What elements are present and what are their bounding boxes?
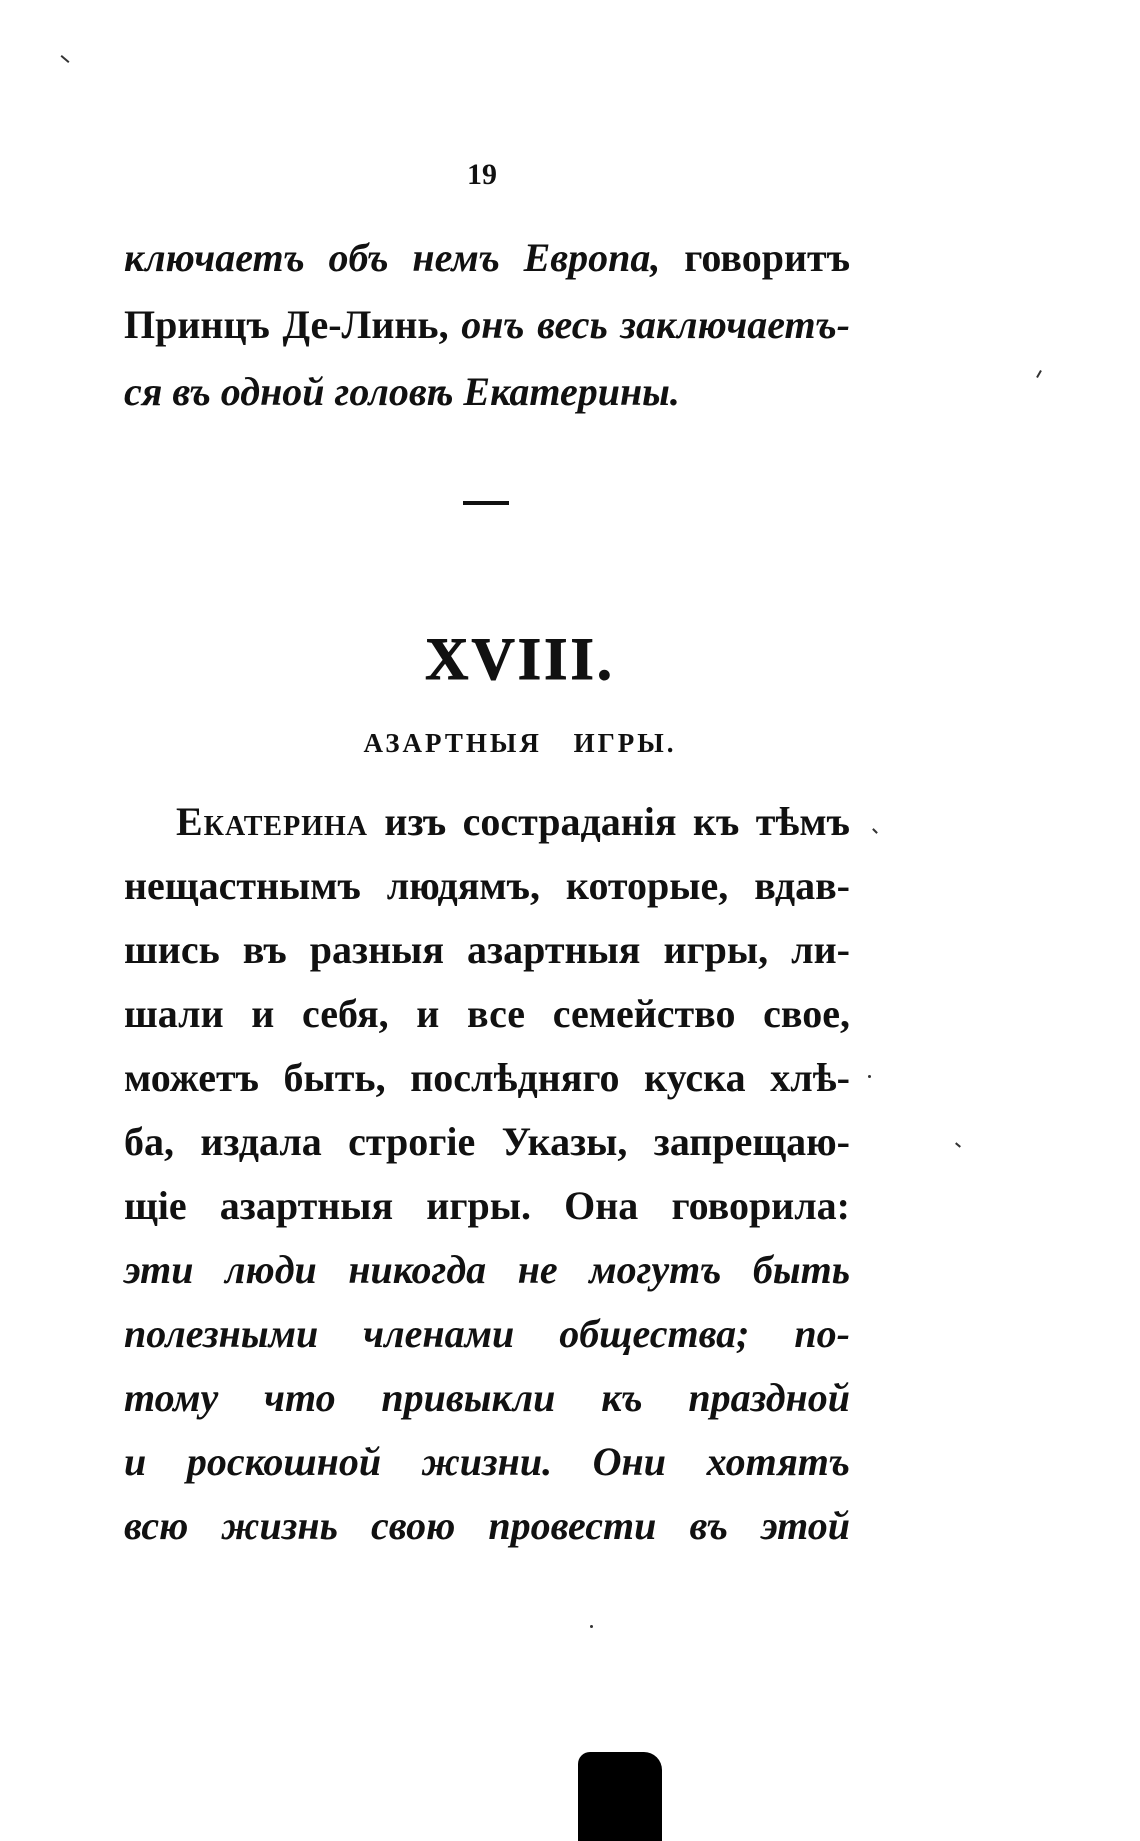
section-separator bbox=[463, 501, 509, 505]
italic-text: ся въ одной головѣ Екатерины. bbox=[124, 369, 680, 414]
text-line: щіе азартныя игры. Она говорила: bbox=[124, 1183, 850, 1228]
chapter-numeral: XVIII. bbox=[425, 626, 615, 692]
text-line: и роскошной жизни. Они хотятъ bbox=[124, 1439, 850, 1484]
text-line: нещастнымъ людямъ, которые, вдав- bbox=[124, 863, 850, 908]
page-number: 19 bbox=[467, 158, 497, 191]
ink-blot bbox=[578, 1752, 662, 1841]
scan-speck bbox=[955, 1142, 961, 1147]
scan-speck bbox=[868, 1075, 871, 1078]
italic-text: онъ весь заключаетъ- bbox=[461, 302, 850, 347]
text-line: полезными членами общества; по- bbox=[124, 1311, 850, 1356]
scan-speck bbox=[1036, 370, 1042, 378]
text-line: тому что привыкли къ праздной bbox=[124, 1375, 850, 1420]
text-line: шись въ разныя азартныя игры, ли- bbox=[124, 927, 850, 972]
roman-text: говоритъ bbox=[684, 235, 851, 280]
text-line: можетъ быть, послѣдняго куска хлѣ- bbox=[124, 1055, 850, 1100]
text-line bbox=[124, 226, 850, 290]
italic-text: ключаетъ объ немъ Европа, bbox=[124, 235, 661, 280]
text-line: всю жизнь свою провести въ этой bbox=[124, 1503, 850, 1548]
chapter-title: АЗАРТНЫЯ ИГРЫ. bbox=[363, 728, 677, 758]
scan-speck bbox=[590, 1625, 593, 1628]
roman-text: изъ состраданія къ тѣмъ bbox=[384, 799, 850, 844]
text-line bbox=[124, 293, 850, 357]
roman-text: Принцъ Де-Линь, bbox=[124, 302, 449, 347]
text-line: шали и себя, и все семейство свое, bbox=[124, 991, 850, 1036]
scan-speck bbox=[872, 828, 878, 834]
name-smallcaps: Екатерина bbox=[176, 799, 368, 844]
text-line: ба, издала строгіе Указы, запрещаю- bbox=[124, 1119, 850, 1164]
text-line bbox=[176, 790, 850, 854]
text-line: эти люди никогда не могутъ быть bbox=[124, 1247, 850, 1292]
scan-speck bbox=[61, 55, 70, 63]
text-line bbox=[124, 360, 850, 424]
